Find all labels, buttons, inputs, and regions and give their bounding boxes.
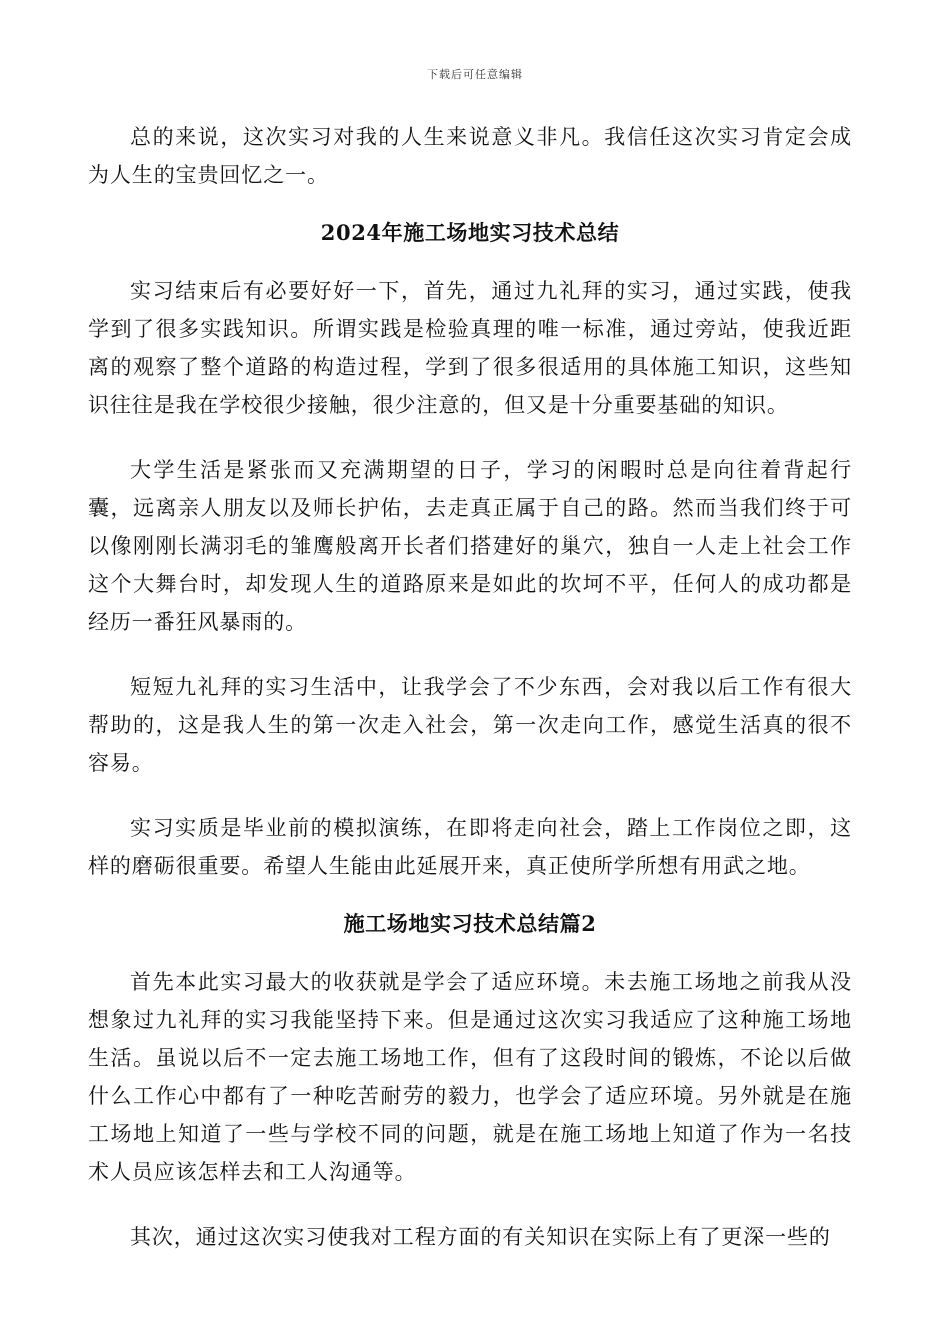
header-note: 下载后可任意编辑: [427, 68, 523, 81]
spacer: [88, 885, 852, 905]
spacer: [88, 252, 852, 272]
document-body: [88, 118, 852, 1256]
section-title-2: 施工场地实习技术总结篇2: [343, 911, 597, 936]
spacer: [88, 782, 852, 809]
section1-paragraph-1: 实习结束后有必要好好一下，首先，通过九礼拜的实习，通过实践，使我学到了很多实践知识。所谓实践是检验真理的唯一标准，通过旁站，使我近距离的观察了整个道路的构造过程，学到了很多很适用的具体施工知识，这些知识往往是我在学校很少接触，很少注意的，但又是十分重要基础的知识。: [88, 279, 852, 417]
section-title-1: 2024年施工场地实习技术总结: [320, 220, 620, 245]
intro-paragraph: 总的来说，这次实习对我的人生来说意义非凡。我信任这次实习肯定会成为人生的宝贵回忆之一。: [88, 125, 852, 187]
spacer: [88, 424, 852, 451]
spacer: [88, 641, 852, 668]
spacer: [88, 1191, 852, 1218]
section1-paragraph-2: 大学生活是紧张而又充满期望的日子，学习的闲暇时总是向往着背起行囊，远离亲人朋友以及师长护佑，去走真正属于自己的路。然而当我们终于可以像刚刚长满羽毛的雏鹰般离开长者们搭建好的巢穴，独自一人走上社会工作这个大舞台时，却发现人生的道路原来是如此的坎坷不平，任何人的成功都是经历一番狂风暴雨的。: [88, 458, 852, 634]
section2-paragraph-2: 其次，通过这次实习使我对工程方面的有关知识在实际上有了更深一些的: [130, 1225, 831, 1249]
section2-paragraph-1: 首先本此实习最大的收获就是学会了适应环境。未去施工场地之前我从没想象过九礼拜的实习我能坚持下来。但是通过这次实习我适应了这种施工场地生活。虽说以后不一定去施工场地工作，但有了这段时间的锻炼，不论以后做什么工作心中都有了一种吃苦耐劳的毅力，也学会了适应环境。另外就是在施工场地上知道了一些与学校不同的问题，就是在施工场地上知道了作为一名技术人员应该怎样去和工人沟通等。: [88, 970, 852, 1184]
spacer: [88, 194, 852, 214]
spacer: [88, 943, 852, 963]
section1-paragraph-4: 实习实质是毕业前的模拟演练，在即将走向社会，踏上工作岗位之即，这样的磨砺很重要。希望人生能由此延展开来，真正使所学所想有用武之地。: [88, 816, 852, 878]
section1-paragraph-3: 短短九礼拜的实习生活中，让我学会了不少东西，会对我以后工作有很大帮助的，这是我人生的第一次走入社会，第一次走向工作，感觉生活真的很不容易。: [88, 675, 852, 775]
